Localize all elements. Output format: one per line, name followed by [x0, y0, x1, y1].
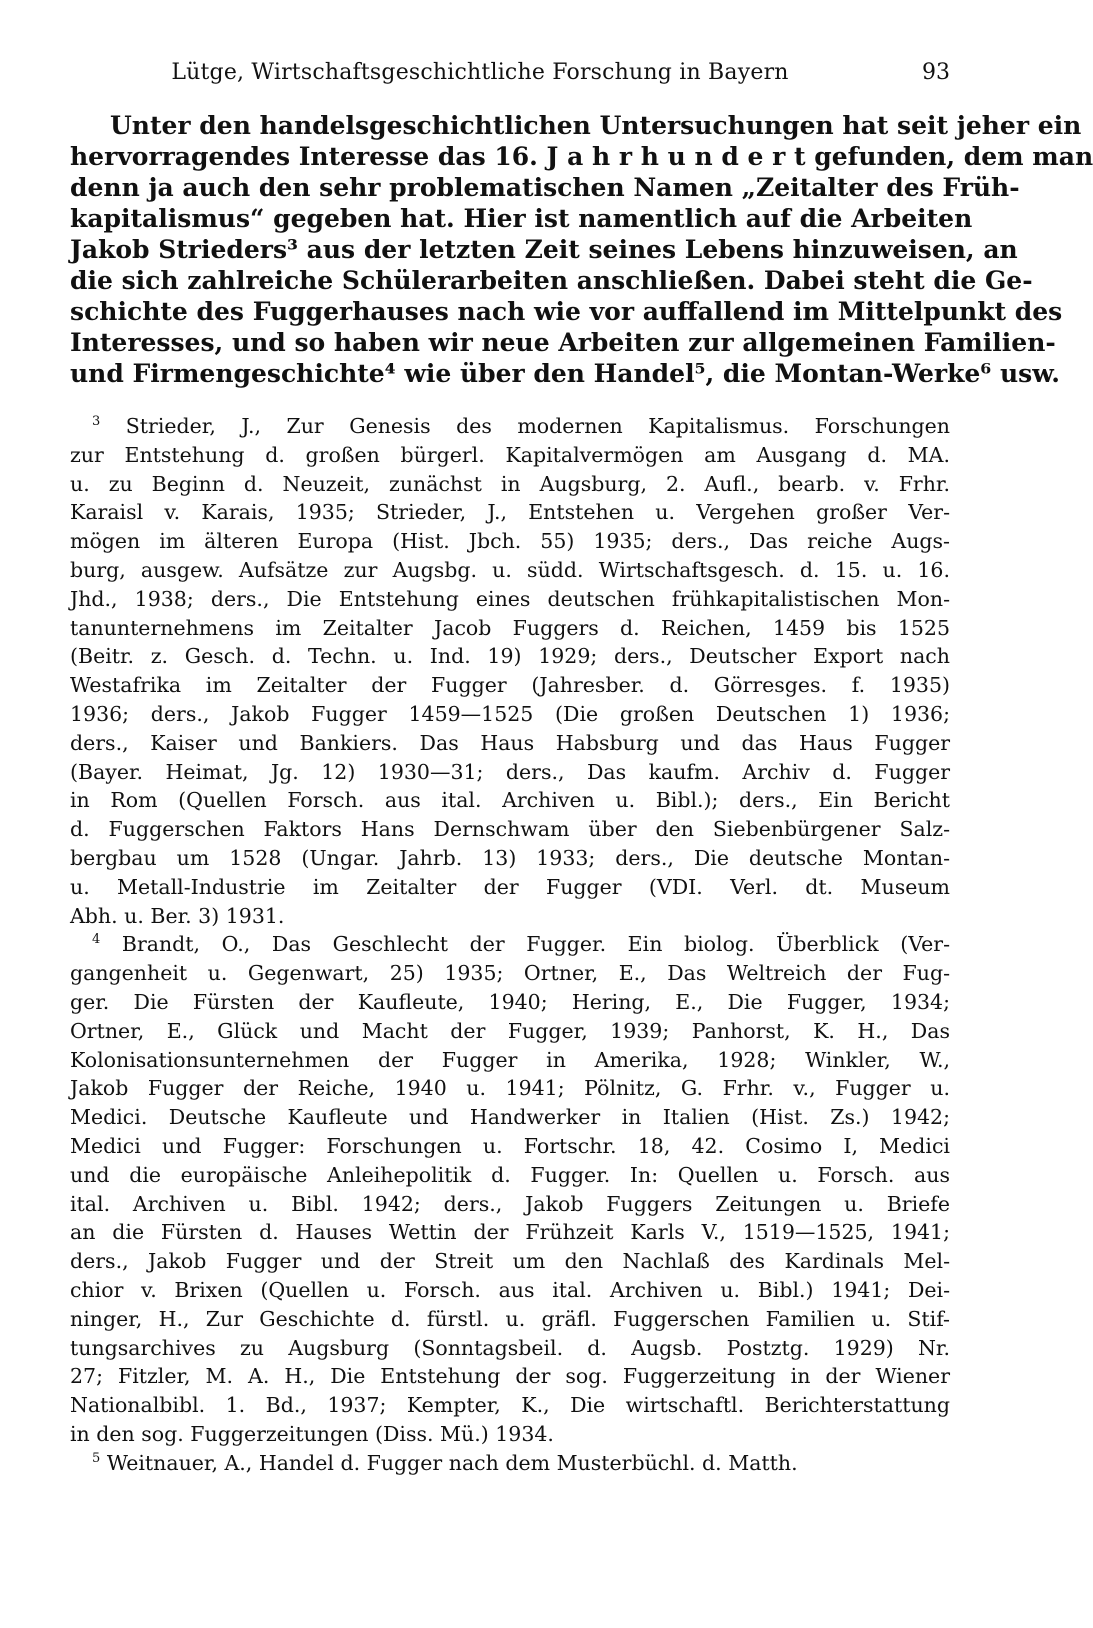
- main-paragraph: [70, 110, 1093, 389]
- page-number: 93: [922, 60, 950, 85]
- footnote-4: [70, 930, 950, 1448]
- footnotes: [70, 412, 950, 1477]
- text-line: Interesses, und so haben wir neue Arbeiten zur allgemeinen Familien-: [70, 328, 1056, 357]
- footnote-line: Medici und Fugger: Forschungen u. Fortschr. 18, 42. Cosimo I, Medici: [70, 1133, 950, 1158]
- text-line: Jakob Strieders³ aus der letzten Zeit seines Lebens hinzuweisen, an: [70, 235, 1018, 264]
- text-line: und Firmengeschichte⁴ wie über den Handel⁵, die Montan-Werke⁶ usw.: [70, 359, 1060, 388]
- footnote-line: Ortner, E., Glück und Macht der Fugger, 1939; Panhorst, K. H., Das: [70, 1018, 950, 1043]
- footnote-3: [70, 412, 950, 930]
- footnote-line: Nationalbibl. 1. Bd., 1937; Kempter, K., Die wirtschaftl. Berichterstattung: [70, 1393, 950, 1418]
- footnote-line: ders., Jakob Fugger und der Streit um den Nachlaß des Kardinals Mel-: [70, 1249, 950, 1274]
- footnote-line: burg, ausgew. Aufsätze zur Augsbg. u. südd. Wirtschaftsgesch. d. 15. u. 16.: [70, 557, 950, 582]
- footnote-line: [70, 412, 950, 441]
- footnote-line: (Beitr. z. Gesch. d. Techn. u. Ind. 19) 1929; ders., Deutscher Export nach: [70, 644, 950, 669]
- footnote-line: ders., Kaiser und Bankiers. Das Haus Habsburg und das Haus Fugger: [70, 730, 950, 755]
- footnote-line: Abh. u. Ber. 3) 1931.: [70, 903, 285, 928]
- footnote-marker: 4: [92, 932, 101, 948]
- footnote-line: Jhd., 1938; ders., Die Entstehung eines deutschen frühkapitalistischen Mon-: [70, 586, 950, 611]
- footnote-marker: 3: [92, 414, 101, 430]
- footnote-line: Jakob Fugger der Reiche, 1940 u. 1941; Pölnitz, G. Frhr. v., Fugger u.: [70, 1076, 950, 1101]
- footnote-line: [70, 1449, 950, 1478]
- footnote-line: Westafrika im Zeitalter der Fugger (Jahresber. d. Görresges. f. 1935): [70, 673, 950, 698]
- footnote-line: chior v. Brixen (Quellen u. Forsch. aus ital. Archiven u. Bibl.) 1941; Dei-: [70, 1277, 950, 1302]
- running-title: Lütge, Wirtschaftsgeschichtliche Forschung in Bayern: [171, 60, 789, 85]
- footnote-line: tanunternehmens im Zeitalter Jacob Fuggers d. Reichen, 1459 bis 1525: [70, 615, 950, 640]
- footnote-line: mögen im älteren Europa (Hist. Jbch. 55) 1935; ders., Das reiche Augs-: [70, 529, 950, 554]
- footnote-line: ger. Die Fürsten der Kaufleute, 1940; Hering, E., Die Fugger, 1934;: [70, 989, 950, 1014]
- footnote-line: Kolonisationsunternehmen der Fugger in Amerika, 1928; Winkler, W.,: [70, 1047, 950, 1072]
- footnote-line: u. Metall-Industrie im Zeitalter der Fugger (VDI. Verl. dt. Museum: [70, 874, 950, 899]
- footnote-marker: 5: [92, 1450, 101, 1466]
- footnote-line: (Bayer. Heimat, Jg. 12) 1930—31; ders., Das kaufm. Archiv d. Fugger: [70, 759, 950, 784]
- text-line: Unter den handelsgeschichtlichen Untersuchungen hat seit jeher ein: [110, 111, 1082, 140]
- footnote-line: zur Entstehung d. großen bürgerl. Kapitalvermögen am Ausgang d. MA.: [70, 442, 950, 467]
- footnote-line: u. zu Beginn d. Neuzeit, zunächst in Augsburg, 2. Aufl., bearb. v. Frhr.: [70, 471, 950, 496]
- footnote-line: d. Fuggerschen Faktors Hans Dernschwam über den Siebenbürgener Salz-: [70, 817, 950, 842]
- footnote-line: [70, 930, 950, 959]
- running-head: [70, 60, 950, 96]
- footnote-line: Medici. Deutsche Kaufleute und Handwerker in Italien (Hist. Zs.) 1942;: [70, 1105, 950, 1130]
- text-line: denn ja auch den sehr problematischen Namen „Zeitalter des Früh-: [70, 173, 1020, 202]
- footnote-line: ital. Archiven u. Bibl. 1942; ders., Jakob Fuggers Zeitungen u. Briefe: [70, 1191, 950, 1216]
- footnote-line: in den sog. Fuggerzeitungen (Diss. Mü.) 1934.: [70, 1421, 554, 1446]
- footnote-5: [70, 1449, 950, 1478]
- footnote-line: gangenheit u. Gegenwart, 25) 1935; Ortner, E., Das Weltreich der Fug-: [70, 961, 950, 986]
- footnote-line: Karaisl v. Karais, 1935; Strieder, J., Entstehen u. Vergehen großer Ver-: [70, 500, 950, 525]
- footnote-line: an die Fürsten d. Hauses Wettin der Frühzeit Karls V., 1519—1525, 1941;: [70, 1220, 950, 1245]
- text-line: hervorragendes Interesse das 16. J a h r h u n d e r t gefunden, dem man: [70, 142, 1093, 171]
- footnote-line: und die europäische Anleihepolitik d. Fugger. In: Quellen u. Forsch. aus: [70, 1162, 950, 1187]
- text-line: die sich zahlreiche Schülerarbeiten anschließen. Dabei steht die Ge-: [70, 266, 1033, 295]
- text-line: schichte des Fuggerhauses nach wie vor auffallend im Mittelpunkt des: [70, 297, 1063, 326]
- footnote-line: tungsarchives zu Augsburg (Sonntagsbeil. d. Augsb. Postztg. 1929) Nr.: [70, 1335, 950, 1360]
- footnote-line: in Rom (Quellen Forsch. aus ital. Archiven u. Bibl.); ders., Ein Bericht: [70, 788, 950, 813]
- footnote-text: Brandt, O., Das Geschlecht der Fugger. Ein biolog. Überblick (Ver-: [121, 932, 950, 957]
- text-line: kapitalismus“ gegeben hat. Hier ist namentlich auf die Arbeiten: [70, 204, 973, 233]
- footnote-line: 1936; ders., Jakob Fugger 1459—1525 (Die großen Deutschen 1) 1936;: [70, 701, 950, 726]
- footnote-line: ninger, H., Zur Geschichte d. fürstl. u. gräfl. Fuggerschen Familien u. Stif-: [70, 1306, 950, 1331]
- footnote-text: Weitnauer, A., Handel d. Fugger nach dem Musterbüchl. d. Matth.: [106, 1450, 798, 1475]
- footnote-text: Strieder, J., Zur Genesis des modernen Kapitalismus. Forschungen: [125, 414, 950, 438]
- footnote-line: bergbau um 1528 (Ungar. Jahrb. 13) 1933; ders., Die deutsche Montan-: [70, 845, 950, 870]
- footnote-line: 27; Fitzler, M. A. H., Die Entstehung der sog. Fuggerzeitung in der Wiener: [70, 1364, 950, 1389]
